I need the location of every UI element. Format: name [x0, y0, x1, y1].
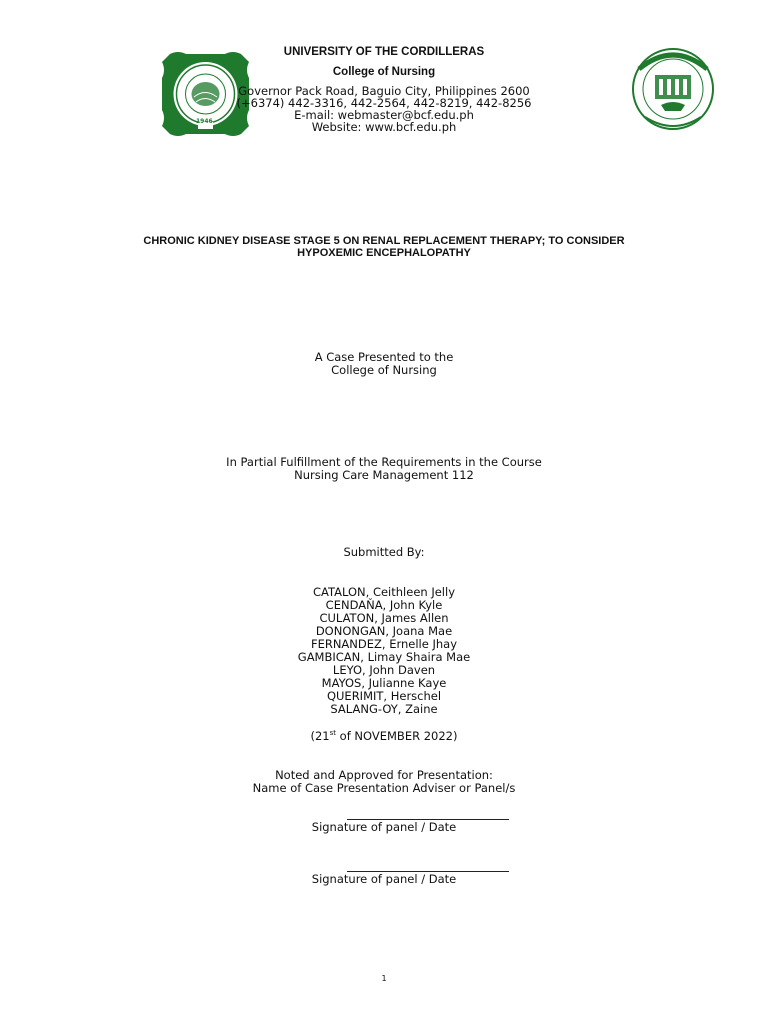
- case-title-line2: HYPOXEMIC ENCEPHALOPATHY: [297, 247, 471, 259]
- university-name: UNIVERSITY OF THE CORDILLERAS: [283, 46, 485, 58]
- author-name: GAMBICAN, Limay Shaira Mae: [297, 650, 471, 664]
- phone-line: (+6374) 442-3316, 442-2564, 442-8219, 442-8256: [236, 96, 532, 110]
- date-ordinal: st: [329, 729, 337, 738]
- author-list: [0, 586, 768, 716]
- author-name: CATALON, Ceithleen Jelly: [312, 585, 455, 599]
- presented-line2: College of Nursing: [331, 363, 437, 377]
- website-line: Website: www.bcf.edu.ph: [311, 120, 457, 134]
- author-name: DONONGAN, Joana Mae: [315, 624, 453, 638]
- approval-line1: Noted and Approved for Presentation:: [275, 768, 493, 782]
- left-seal-year: 1946: [196, 118, 213, 125]
- fulfillment-line2: Nursing Care Management 112: [294, 468, 474, 482]
- author-name: FERNANDEZ, Ernelle Jhay: [310, 637, 458, 651]
- college-name: College of Nursing: [332, 66, 436, 78]
- author-name: CULATON, James Allen: [319, 611, 449, 625]
- case-title-line1: CHRONIC KIDNEY DISEASE STAGE 5 ON RENAL REPLACEMENT THERAPY; TO CONSIDER: [143, 235, 625, 247]
- fulfillment-line1: In Partial Fulfillment of the Requirements in the Course: [226, 455, 542, 469]
- author-name: QUERIMIT, Herschel: [326, 689, 442, 703]
- submitted-by-label: Submitted By:: [343, 545, 425, 559]
- email-line: E-mail: webmaster@bcf.edu.ph: [294, 108, 474, 122]
- author-name: MAYOS, Julianne Kaye: [321, 676, 447, 690]
- signature-caption: Signature of panel / Date: [311, 872, 457, 886]
- date-open: (21: [310, 729, 330, 743]
- presented-line1: A Case Presented to the: [314, 350, 454, 364]
- date-rest: of NOVEMBER 2022): [336, 729, 458, 743]
- submission-date: [0, 730, 768, 743]
- approval-line2: Name of Case Presentation Adviser or Panel/s: [252, 781, 516, 795]
- author-name: SALANG-OY, Zaine: [330, 702, 438, 716]
- author-name: LEYO, John Daven: [332, 663, 436, 677]
- author-name: CENDAŇA, John Kyle: [325, 598, 443, 612]
- page-number: 1: [381, 974, 387, 983]
- address-line: Governor Pack Road, Baguio City, Philippines 2600: [238, 84, 530, 98]
- signature-caption: Signature of panel / Date: [311, 820, 457, 834]
